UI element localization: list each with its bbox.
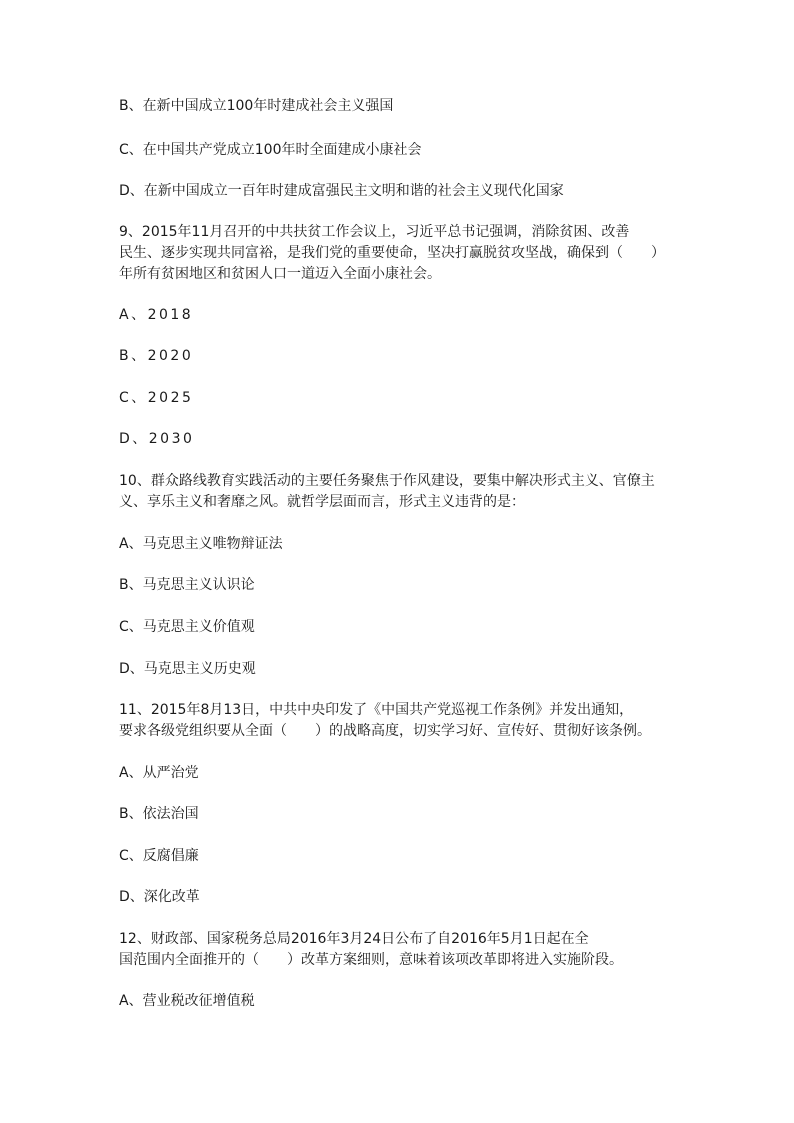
q10-option-d: D、马克思主义历史观 — [119, 661, 256, 677]
q11-option-d: D、深化改革 — [119, 889, 200, 905]
q9-option-d: D、2030 — [119, 431, 195, 447]
q8-option-c: C、在中国共产党成立100年时全面建成小康社会 — [119, 142, 422, 158]
q9-stem-line-3: 年所有贫困地区和贫困人口一道迈入全面小康社会。 — [119, 266, 441, 282]
q9-stem-line-1: 9、2015年11月召开的中共扶贫工作会议上，习近平总书记强调，消除贫困、改善 — [119, 224, 630, 240]
q11-option-c: C、反腐倡廉 — [119, 848, 199, 864]
q11-stem-line-2: 要求各级党组织要从全面（ ）的战略高度，切实学习好、宣传好、贯彻好该条例。 — [119, 723, 651, 739]
q10-option-a: A、马克思主义唯物辩证法 — [119, 536, 283, 552]
q12-stem-line-1: 12、财政部、国家税务总局2016年3月24日公布了自2016年5月1日起在全 — [119, 931, 589, 947]
q12-option-a: A、营业税改征增值税 — [119, 993, 255, 1009]
q8-option-d: D、在新中国成立一百年时建成富强民主文明和谐的社会主义现代化国家 — [119, 183, 564, 199]
q9-stem-line-2: 民生、逐步实现共同富裕，是我们党的重要使命，坚决打赢脱贫攻坚战，确保到（ ） — [119, 245, 665, 261]
q9-option-b: B、2020 — [119, 348, 194, 364]
q12-stem-line-2: 国范围内全面推开的（ ）改革方案细则，意味着该项改革即将进入实施阶段。 — [119, 952, 623, 968]
q8-option-b: B、在新中国成立100年时建成社会主义强国 — [119, 98, 394, 114]
q10-option-b: B、马克思主义认识论 — [119, 577, 255, 593]
q9-option-a: A、2018 — [119, 307, 194, 323]
q11-option-b: B、依法治国 — [119, 806, 199, 822]
q9-option-c: C、2025 — [119, 390, 194, 406]
q11-stem-line-1: 11、2015年8月13日，中共中央印发了《中国共产党巡视工作条例》并发出通知， — [119, 702, 634, 718]
q11-option-a: A、从严治党 — [119, 765, 199, 781]
q10-stem-line-2: 义、享乐主义和奢靡之风。就哲学层面而言，形式主义违背的是： — [119, 494, 525, 510]
q10-stem-line-1: 10、群众路线教育实践活动的主要任务聚焦于作风建设，要集中解决形式主义、官僚主 — [119, 473, 655, 489]
q10-option-c: C、马克思主义价值观 — [119, 619, 255, 635]
